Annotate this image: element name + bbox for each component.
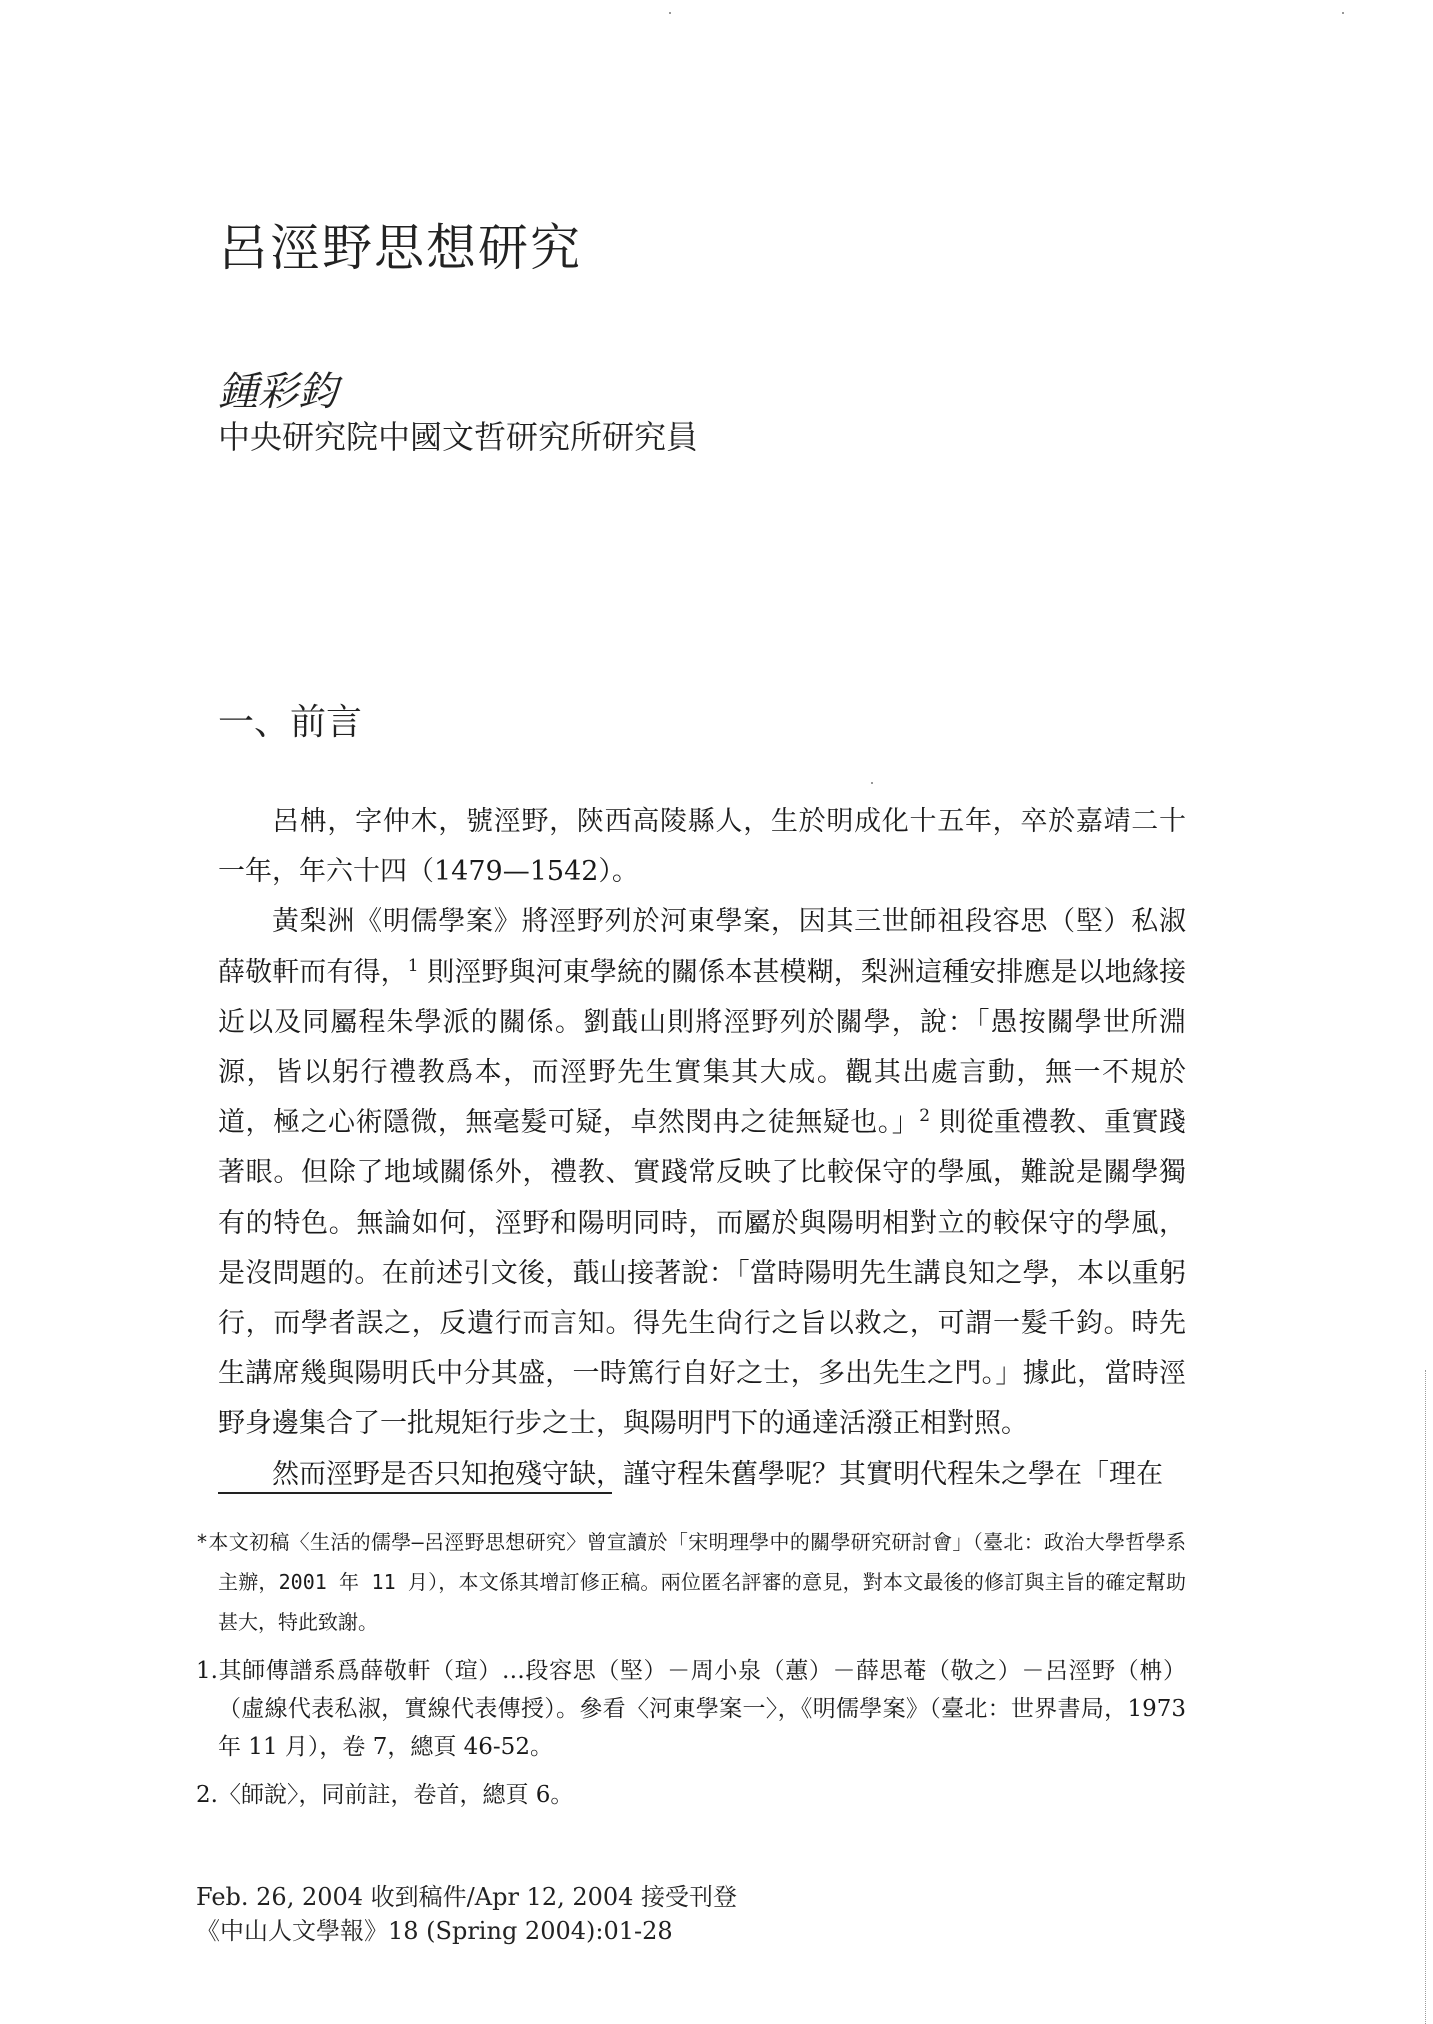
- footnote-text: 本文初稿〈生活的儒學—呂涇野思想研究〉曾宣讀於「宋明理學中的關學研究研討會」（臺北：政治大學哲學系主辦，2001 年 11 月），本文係其增訂修正稿。兩位匿名評審的意見，對本文最後的修訂與主旨的確定幫助甚大，特此致謝。: [208, 1530, 1186, 1634]
- journal-info: [196, 1880, 737, 1948]
- footnote-label: 1.: [196, 1658, 218, 1684]
- author-affiliation: 中央研究院中國文哲研究所研究員: [218, 418, 699, 456]
- footnotes: [196, 1522, 1186, 1824]
- paper-title: 呂涇野思想研究: [218, 219, 582, 277]
- footnote-2: [196, 1776, 1186, 1814]
- scan-speck: [871, 782, 873, 784]
- scan-speck: [669, 12, 671, 14]
- paragraph-text: 則從重禮教、重實踐著眼。但除了地域關係外，禮教、實踐常反映了比較保守的學風，難說是關學獨有的特色。無論如何，涇野和陽明同時，而屬於與陽明相對立的較保守的學風，是沒問題的。在前述引文後，蕺山接著說：「當時陽明先生講良知之學，本以重躬行，而學者誤之，反遺行而言知。得先生尙行之旨以救之，可謂一髮千鈞。時先生講席幾與陽明氏中分其盛，一時篤行自好之士，多出先生之門。」據此，當時涇野身邊集合了一批規矩行步之士，與陽明門下的通達活潑正相對照。: [218, 1107, 1186, 1440]
- paragraph-text: 然而涇野是否只知抱殘守缺，謹守程朱舊學呢？其實明代程朱之學在「理在: [272, 1458, 1163, 1490]
- scan-edge-line: [1425, 1370, 1426, 2024]
- footnote-ref-1[interactable]: 1: [407, 955, 419, 976]
- paragraph-2: [218, 897, 1186, 1449]
- received-accepted-dates: Feb. 26, 2004 收到稿件/Apr 12, 2004 接受刊登: [196, 1883, 738, 1911]
- footnote-divider: [218, 1492, 612, 1494]
- footnote-1: [196, 1652, 1186, 1766]
- paragraph-1: [218, 797, 1186, 897]
- section-heading: 一、前言: [218, 702, 363, 743]
- scan-speck: [1342, 12, 1344, 14]
- footnote-ref-2[interactable]: 2: [919, 1106, 931, 1127]
- journal-citation: 《中山人文學報》18 (Spring 2004):01-28: [196, 1917, 673, 1945]
- paragraph-text: 黃梨洲《明儒學案》將涇野列於河東學案，因其三世師祖段容思（堅）私淑薛敬軒而有得，: [218, 906, 1186, 988]
- footnote-label: *: [196, 1530, 209, 1554]
- footnote-text: 〈師說〉，同前註，卷首，總頁 6。: [217, 1782, 574, 1808]
- footnote-text: 其師傳譜系爲薛敬軒（瑄）…段容思（堅）－周小泉（蕙）－薛思菴（敬之）－呂涇野（柟）（虛線代表私淑，實線代表傳授）。參看〈河東學案一〉，《明儒學案》（臺北：世界書局，1973 年 11 月），卷 7，總頁 46-52。: [217, 1658, 1186, 1760]
- footnote-star: [196, 1522, 1186, 1642]
- author-name: 鍾彩鈞: [218, 369, 338, 415]
- footnote-label: 2.: [196, 1782, 218, 1808]
- paragraph-text: 則涇野與河東學統的關係本甚模糊，梨洲這種安排應是以地緣接近以及同屬程朱學派的關係。劉蕺山則將涇野列於關學，說：「愚按關學世所淵源，皆以躬行禮教爲本，而涇野先生實集其大成。觀其出處言動，無一不規於道，極之心術隱微，無毫髮可疑，卓然閔冉之徒無疑也。」: [218, 956, 1186, 1139]
- body-text: [218, 797, 1186, 1500]
- paragraph-text: 呂柟，字仲木，號涇野，陝西高陵縣人，生於明成化十五年，卒於嘉靖二十一年，年六十四（1479—1542）。: [218, 806, 1186, 888]
